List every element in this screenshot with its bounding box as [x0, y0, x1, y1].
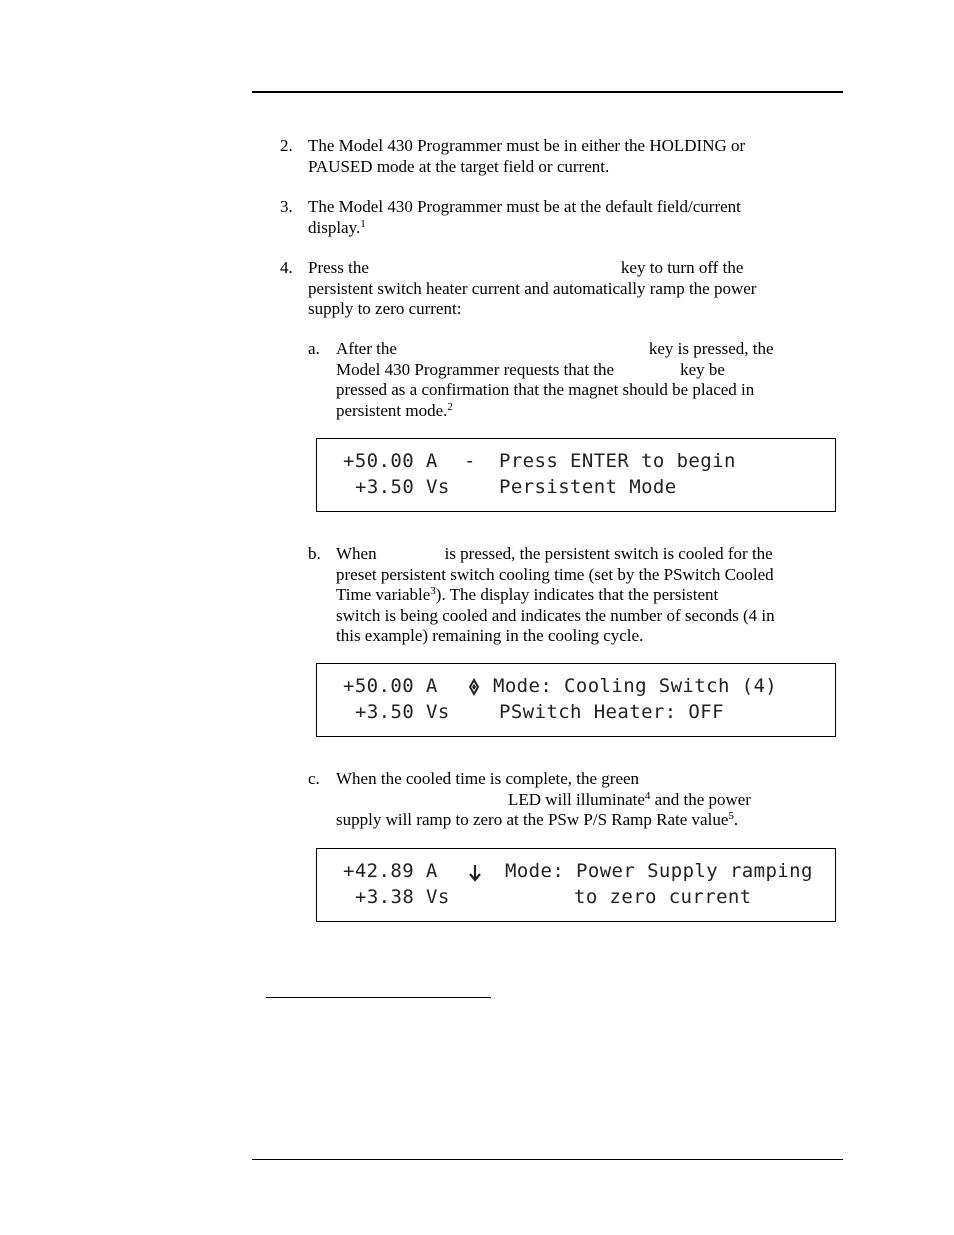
substep-c-line-1: When the cooled time is complete, the green — [336, 769, 640, 788]
lcd-display-cooling-switch — [316, 663, 836, 737]
substep-a-line-4 — [336, 401, 774, 422]
substep-c-line-3 — [336, 810, 751, 831]
substep-b-line-3 — [336, 585, 775, 606]
display-1-row-1-value: +50.00 A — [343, 450, 438, 472]
display-2-row-2-text: PSwitch Heater: OFF — [499, 701, 724, 723]
step-4-line-2: persistent switch heater current and automatically ramp the power — [308, 278, 757, 298]
step-3-line-1: The Model 430 Programmer must be at the default field/current — [308, 197, 741, 216]
footnote-ref-3: 3 — [430, 585, 436, 597]
substep-c-line-2-b: and the power — [654, 789, 751, 809]
footnote-ref-2: 2 — [447, 400, 453, 413]
substep-c-label: c. — [308, 769, 320, 788]
step-3-number: 3. — [280, 197, 293, 216]
lcd-display-ramping — [316, 848, 836, 922]
step-3-line-2-text: display. — [308, 217, 361, 237]
substep-a-line-3: pressed as a confirmation that the magnet should be placed in — [336, 380, 755, 399]
substep-a-line-2-b: key be — [680, 359, 725, 379]
display-1-row-1-text: Press ENTER to begin — [499, 450, 736, 472]
substep-a-line-1-a: After the — [336, 339, 397, 358]
display-2-row-1-value: +50.00 A — [343, 675, 438, 697]
display-3-row-2-text: to zero current — [574, 886, 752, 908]
display-1-row-1-symbol: - — [464, 450, 476, 472]
step-4-line-3: supply to zero current: — [308, 299, 462, 318]
step-4-line-1-a: Press the — [308, 258, 369, 277]
substep-a-text — [336, 339, 774, 421]
substep-b-line-2: preset persistent switch cooling time (set by the PSwitch Cooled — [336, 564, 774, 584]
display-2-row-1-text: Mode: Cooling Switch (4) — [493, 675, 778, 697]
substep-a-line-2 — [336, 360, 774, 381]
lcd-display-press-enter — [316, 438, 836, 512]
step-2-line-2: PAUSED mode at the target field or current. — [308, 156, 610, 176]
substep-b-line-1 — [336, 544, 775, 565]
step-4-line-1 — [308, 258, 756, 279]
step-2-number: 2. — [280, 136, 293, 155]
substep-b-line-4: switch is being cooled and indicates the number of seconds (4 in — [336, 605, 775, 625]
substep-b-line-1-a: When — [336, 544, 377, 563]
substep-b-line-3-a: Time variable — [336, 585, 431, 604]
substep-c-line-3-b: . — [733, 810, 739, 829]
substep-c-line-3-a: supply will ramp to zero at the PSw P/S Ramp Rate value — [336, 810, 729, 829]
substep-c-line-2-a: LED will illuminate — [508, 789, 645, 809]
footnote-ref-4: 4 — [644, 789, 651, 802]
down-arrow-icon — [468, 864, 482, 882]
footer-rule — [252, 1159, 843, 1160]
step-4-line-1-b: key to turn off the — [620, 258, 744, 277]
display-3-row-1-value: +42.89 A — [343, 860, 438, 882]
substep-b-line-1-b: is pressed, the persistent switch is cooled for the — [444, 544, 773, 563]
substep-a-label: a. — [308, 339, 320, 358]
substep-b-label: b. — [308, 544, 321, 563]
substep-b-line-5: this example) remaining in the cooling cycle. — [336, 626, 644, 645]
substep-a-line-2-a: Model 430 Programmer requests that the — [336, 359, 615, 379]
substep-c-text — [336, 769, 751, 831]
step-3-line-2 — [308, 218, 741, 239]
cooling-diamond-icon — [468, 678, 480, 696]
step-4-text — [308, 258, 756, 320]
display-1-row-2-value: +3.50 Vs — [355, 476, 450, 498]
step-3-text — [308, 197, 741, 238]
substep-b-text — [336, 544, 775, 647]
step-2-text — [308, 136, 745, 177]
substep-a-line-1 — [336, 339, 774, 360]
substep-c-line-2 — [336, 790, 751, 811]
footnote-separator — [266, 997, 491, 998]
substep-a-line-1-b: key is pressed, the — [648, 339, 774, 358]
display-3-row-1-text: Mode: Power Supply ramping — [505, 860, 813, 882]
footnote-ref-5: 5 — [728, 810, 734, 822]
footnote-ref-1: 1 — [360, 217, 366, 230]
substep-b-line-3-b: ). The display indicates that the persistent — [435, 585, 719, 604]
display-1-row-2-text: Persistent Mode — [499, 476, 677, 498]
step-2-line-1: The Model 430 Programmer must be in either the HOLDING or — [308, 136, 746, 155]
header-rule — [252, 91, 843, 93]
display-2-row-2-value: +3.50 Vs — [355, 701, 450, 723]
display-3-row-2-value: +3.38 Vs — [355, 886, 450, 908]
substep-a-line-4-text: persistent mode. — [336, 400, 448, 420]
step-4-number: 4. — [280, 258, 293, 277]
